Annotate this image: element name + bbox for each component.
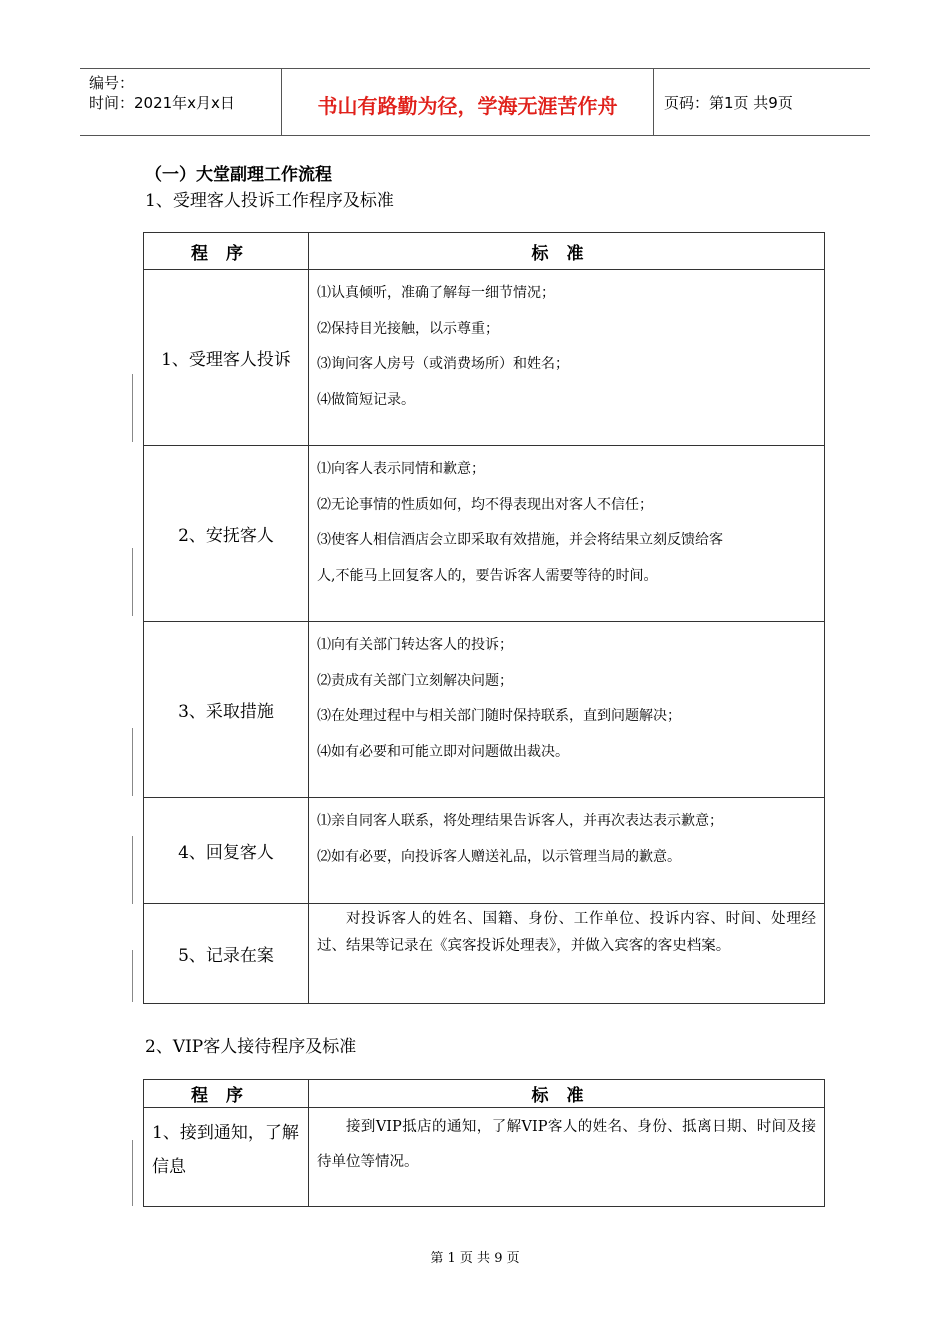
margin-bar xyxy=(132,836,133,904)
column-header-procedure: 程序 xyxy=(144,233,309,270)
margin-bar xyxy=(132,950,133,1002)
standard-cell xyxy=(309,798,825,904)
column-header-standard: 标准 xyxy=(309,1080,825,1108)
date-label: 时间：2021年x月x日 xyxy=(89,94,235,112)
table-header-row xyxy=(144,1080,825,1108)
step-cell: 1、受理客人投诉 xyxy=(144,270,309,446)
standard-item: ⑶使客人相信酒店会立即采取有效措施，并会将结果立刻反馈给客 xyxy=(317,532,723,548)
serial-number-label: 编号： xyxy=(89,74,135,92)
standard-item: ⑵如有必要，向投诉客人赠送礼品，以示管理当局的歉意。 xyxy=(317,848,681,865)
standard-item: ⑴向客人表示同情和歉意； xyxy=(317,461,485,477)
standard-cell xyxy=(309,270,825,446)
table-row xyxy=(144,270,825,446)
standard-item: ⑶在处理过程中与相关部门随时保持联系，直到问题解决； xyxy=(317,708,681,724)
standard-cell xyxy=(309,622,825,798)
table-row xyxy=(144,1108,825,1207)
header-page-number: 页码：第1页 共9页 xyxy=(664,93,793,112)
step-cell: 4、回复客人 xyxy=(144,798,309,904)
complaint-procedure-table xyxy=(143,232,825,1004)
document-header xyxy=(80,68,870,136)
page-footer: 第 1 页 共 9 页 xyxy=(430,1251,520,1266)
table-header-row xyxy=(144,233,825,270)
column-header-procedure: 程序 xyxy=(144,1080,309,1108)
header-motto: 书山有路勤为径，学海无涯苦作舟 xyxy=(282,69,654,135)
standard-item: ⑴向有关部门转达客人的投诉； xyxy=(317,637,513,653)
standard-item: ⑷如有必要和可能立即对问题做出裁决。 xyxy=(317,743,569,760)
standard-paragraph: 对投诉客人的姓名、国籍、身份、工作单位、投诉内容、时间、处理经过、结果等记录在《宾客投诉处理表》，并做入宾客的客史档案。 xyxy=(317,911,816,954)
standard-item: ⑶询问客人房号（或消费场所）和姓名； xyxy=(317,356,569,372)
standard-item: ⑷做简短记录。 xyxy=(317,391,415,408)
standard-item: ⑵责成有关部门立刻解决问题； xyxy=(317,672,513,689)
section-title: （一）大堂副理工作流程 xyxy=(145,165,332,185)
standard-paragraph: 接到VIP抵店的通知，了解VIP客人的姓名、身份、抵离日期、时间及接待单位等情况。 xyxy=(317,1119,816,1170)
margin-bar xyxy=(132,548,133,616)
vip-procedure-table xyxy=(143,1079,825,1207)
header-meta xyxy=(80,69,282,135)
table-row xyxy=(144,622,825,798)
margin-bar xyxy=(132,1140,133,1206)
margin-bar xyxy=(132,374,133,442)
standard-item: 人,不能马上回复客人的，要告诉客人需要等待的时间。 xyxy=(317,567,658,584)
step-cell: 5、记录在案 xyxy=(144,904,309,1004)
standard-cell xyxy=(309,904,825,1004)
table-row xyxy=(144,798,825,904)
table-row xyxy=(144,904,825,1004)
column-header-standard: 标准 xyxy=(309,233,825,270)
standard-item: ⑴亲自同客人联系，将处理结果告诉客人，并再次表达表示歉意； xyxy=(317,813,723,829)
standard-item: ⑴认真倾听，准确了解每一细节情况； xyxy=(317,285,555,301)
step-cell: 1、接到通知，了解信息 xyxy=(144,1108,309,1207)
standard-item: ⑵保持目光接触，以示尊重； xyxy=(317,320,499,337)
standard-cell xyxy=(309,446,825,622)
step-cell: 3、采取措施 xyxy=(144,622,309,798)
margin-bar xyxy=(132,728,133,796)
standard-cell xyxy=(309,1108,825,1207)
table1-title: 1、受理客人投诉工作程序及标准 xyxy=(145,191,394,211)
table2-title: 2、VIP客人接待程序及标准 xyxy=(145,1037,357,1057)
step-cell: 2、安抚客人 xyxy=(144,446,309,622)
standard-item: ⑵无论事情的性质如何，均不得表现出对客人不信任； xyxy=(317,496,653,513)
table-row xyxy=(144,446,825,622)
